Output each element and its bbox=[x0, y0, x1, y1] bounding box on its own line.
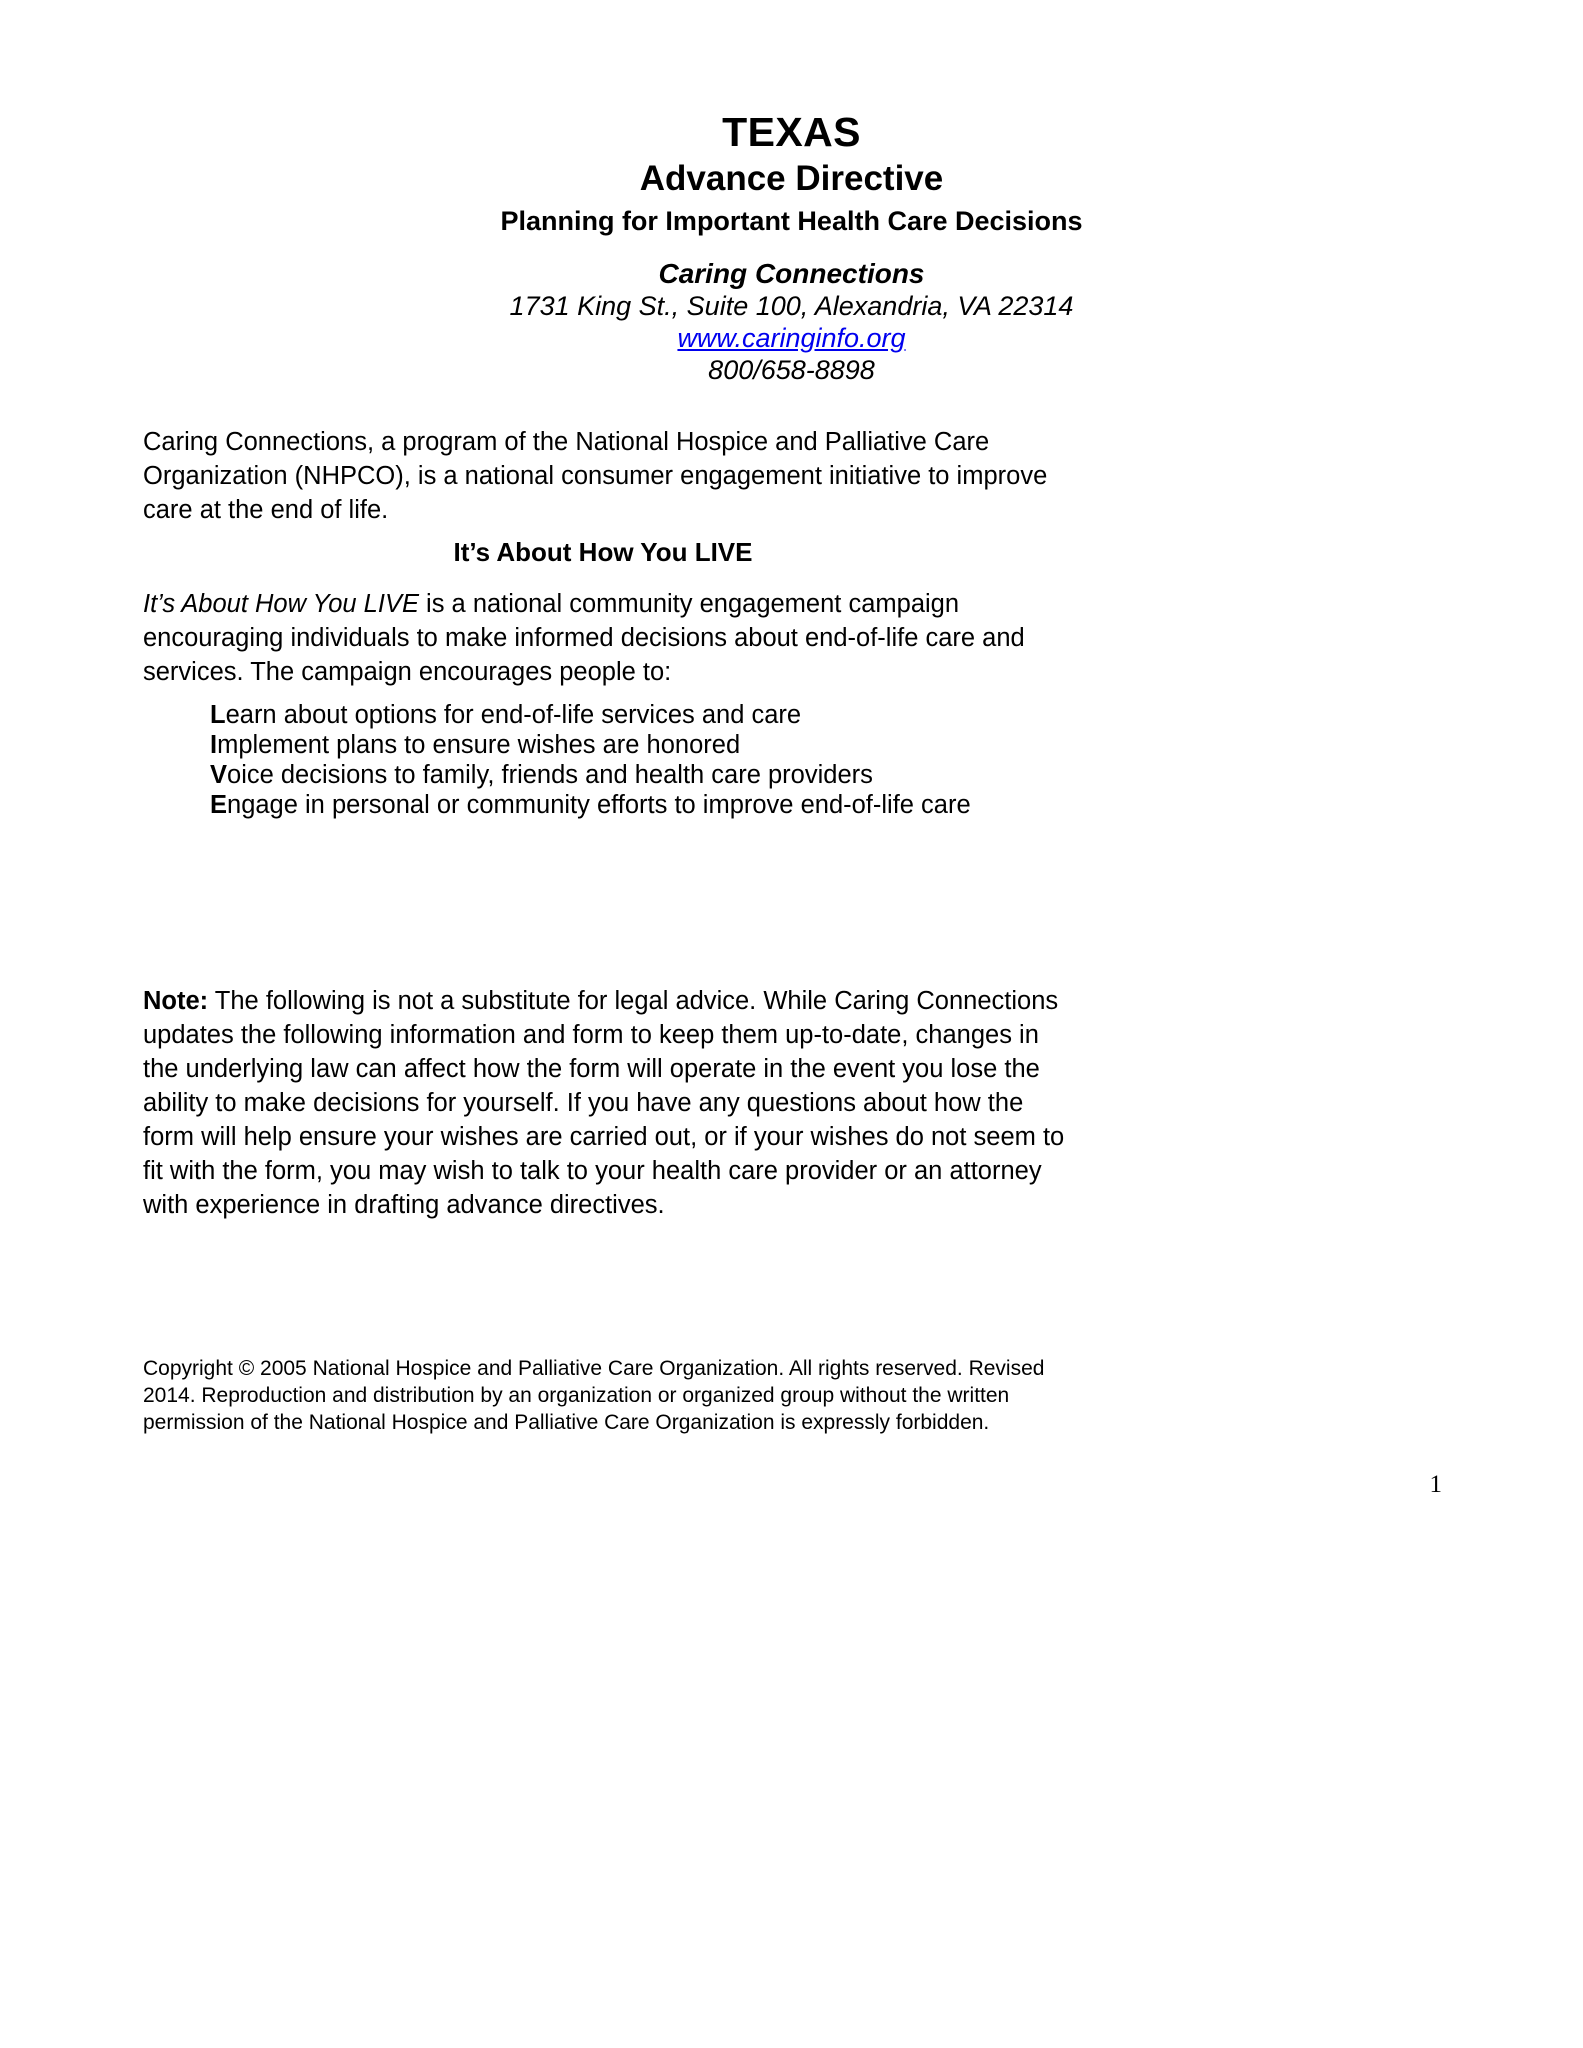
live-acronym-list bbox=[210, 700, 1070, 820]
copyright-notice: Copyright © 2005 National Hospice and Palliative Care Organization. All rights reserved. Revised 2014. Reproduction and distribution by an organization or organized group without the written permission of the National Hospice and Palliative Care Organization is expressly forbidden. bbox=[143, 1357, 1045, 1434]
list-item-label: earn about options for end-of-life services and care bbox=[225, 701, 802, 729]
list-item-initial: I bbox=[210, 731, 218, 759]
campaign-paragraph-rest: is a national community engagement campaign encouraging individuals to make informed decisions about end-of-life care and services. The campaign encourages people to: bbox=[143, 590, 1025, 686]
list-item-initial: E bbox=[210, 791, 228, 819]
list-item-label: ngage in personal or community efforts to improve end-of-life care bbox=[227, 791, 971, 819]
contact-organization: Caring Connections bbox=[658, 258, 925, 289]
list-item-label: mplement plans to ensure wishes are honored bbox=[217, 731, 741, 759]
intro-paragraph: Caring Connections, a program of the National Hospice and Palliative Care Organization (NHPCO), is a national consumer engagement initiative to improve care at the end of life. bbox=[143, 428, 1048, 524]
document-header bbox=[0, 108, 1583, 241]
list-item-initial: V bbox=[210, 761, 228, 789]
campaign-paragraph bbox=[143, 587, 1063, 689]
list-item-initial: L bbox=[210, 701, 226, 729]
campaign-emphasis: It’s About How You LIVE bbox=[143, 590, 419, 618]
list-item bbox=[210, 760, 1070, 790]
note-body: The following is not a substitute for legal advice. While Caring Connections updates the following information and form to keep them up-to-date, changes in the underlying law can affect how the form will operate in the event you lose the ability to make decisions for yourself. If you have any questions about how the form will help ensure your wishes are carried out, or if your wishes do not seem to fit with the form, you may wish to talk to your health care provider or an attorney with experience in drafting advance directives. bbox=[143, 987, 1065, 1219]
list-item bbox=[210, 790, 1070, 820]
list-item bbox=[210, 730, 1070, 760]
contact-website-link[interactable]: www.caringinfo.org bbox=[677, 323, 906, 353]
document-tagline: Planning for Important Health Care Decisions bbox=[500, 206, 1083, 236]
page-title: TEXAS bbox=[722, 109, 861, 155]
contact-phone: 800/658-8898 bbox=[708, 355, 875, 385]
contact-block bbox=[0, 258, 1583, 386]
list-item bbox=[210, 700, 1070, 730]
page-number: 1 bbox=[1429, 1471, 1442, 1498]
note-label: Note: bbox=[143, 987, 209, 1015]
campaign-heading: It’s About How You LIVE bbox=[453, 537, 753, 567]
list-item-label: oice decisions to family, friends and health care providers bbox=[227, 761, 873, 789]
contact-address: 1731 King St., Suite 100, Alexandria, VA 22314 bbox=[509, 291, 1074, 321]
note-paragraph bbox=[143, 984, 1073, 1222]
document-subtitle: Advance Directive bbox=[639, 159, 944, 198]
